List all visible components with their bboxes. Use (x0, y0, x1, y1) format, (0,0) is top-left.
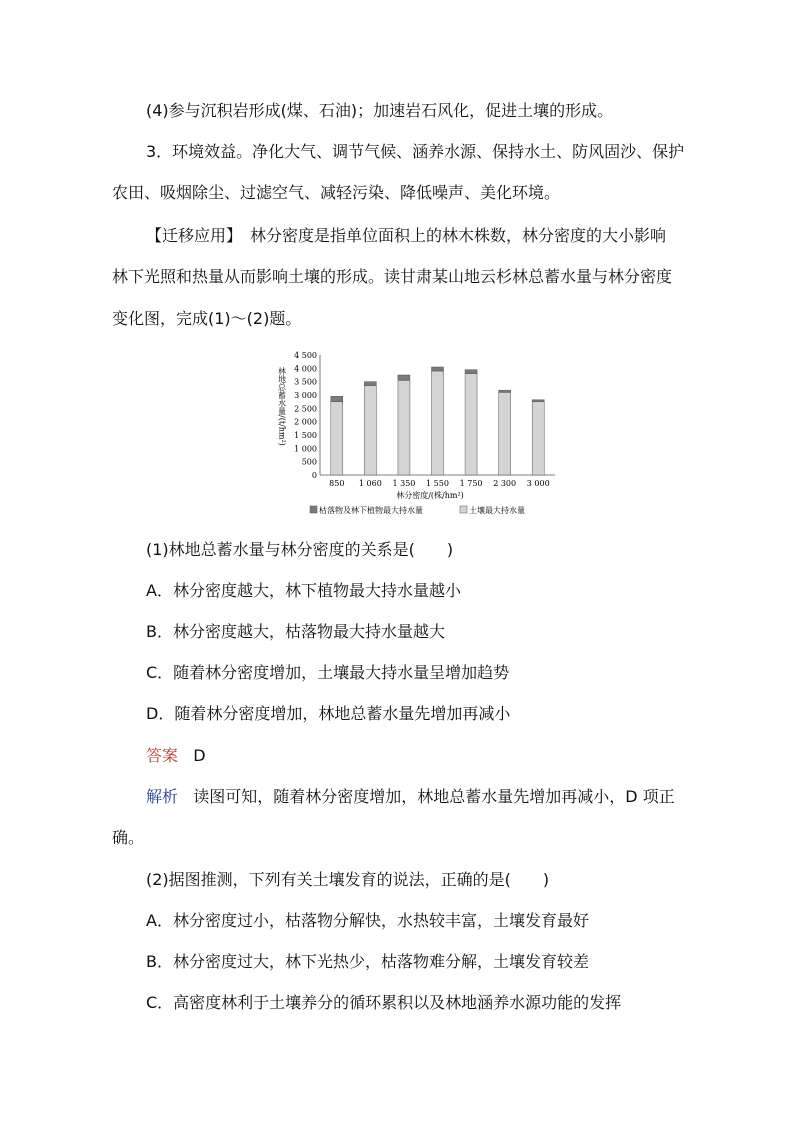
y-tick-label: 1 000 (294, 444, 317, 454)
question-1: (1)林地总蓄水量与林分密度的关系是( ) (146, 540, 454, 559)
question-2: (2)据图推测，下列有关土壤发育的说法，正确的是( ) (146, 870, 550, 889)
option-1d: D．随着林分密度增加，林地总蓄水量先增加再减小 (146, 704, 511, 723)
y-tick-label: 0 (311, 471, 317, 480)
answer-line (146, 745, 206, 767)
y-tick-label: 4 500 (294, 351, 317, 360)
x-tick-label: 1 550 (426, 479, 449, 488)
legend-swatch-litter (310, 506, 317, 513)
x-tick-label: 2 300 (493, 479, 517, 488)
bar-soil-segment (432, 371, 444, 475)
bar-litter-segment (364, 382, 376, 386)
legend-swatch-soil (460, 506, 467, 513)
y-tick-label: 2 500 (294, 404, 317, 414)
paragraph-line: 农田、吸烟除尘、过滤空气、减轻污染、降低噪声、美化环境。 (112, 183, 561, 202)
y-tick-label: 2 000 (294, 417, 317, 427)
paragraph-line: 【迁移应用】 林分密度是指单位面积上的林木株数，林分密度的大小影响 (146, 226, 667, 245)
option-1c: C．随着林分密度增加，土壤最大持水量呈增加趋势 (146, 663, 510, 682)
y-axis-label: 林地总蓄水量/(t/hm²) (277, 367, 287, 446)
bar-soil-segment (398, 380, 410, 475)
legend-label-litter: 枯落物及林下植物最大持水量 (319, 506, 423, 515)
paragraph-line: (4)参与沉积岩形成(煤、石油)；加速岩石风化，促进土壤的形成。 (146, 101, 614, 120)
bar-litter-segment (432, 367, 444, 371)
answer-label: 答案 (146, 746, 179, 765)
option-2b: B．林分密度过大，林下光热少，枯落物难分解，土壤发育较差 (146, 952, 589, 971)
y-tick-label: 1 500 (294, 431, 317, 440)
option-1b: B．林分密度越大，枯落物最大持水量越大 (146, 622, 445, 641)
bar-soil-segment (465, 374, 477, 475)
option-2c: C．高密度林利于土壤养分的循环累积以及林地涵养水源功能的发挥 (146, 993, 622, 1012)
answer-value: D (193, 746, 206, 765)
bar-soil-segment (331, 402, 343, 475)
y-tick-label: 500 (301, 457, 317, 467)
option-1a: A．林分密度越大，林下植物最大持水量越小 (146, 581, 461, 600)
y-tick-label: 4 000 (294, 364, 317, 374)
bar-soil-segment (499, 392, 511, 475)
bar-litter-segment (465, 370, 477, 374)
x-tick-label: 3 000 (526, 479, 550, 488)
legend-label-soil: 土壤最大持水量 (469, 506, 525, 515)
bar-litter-segment (532, 400, 544, 402)
x-tick-label: 850 (329, 479, 345, 488)
bar-litter-segment (499, 390, 511, 392)
option-2a: A．林分密度过小，枯落物分解快，水热较丰富，土壤发育最好 (146, 911, 589, 930)
explanation-text: 读图可知，随着林分密度增加，林地总蓄水量先增加再减小，D 项正 (193, 787, 675, 806)
paragraph-line: 林下光照和热量从而影响土壤的形成。读甘肃某山地云杉林总蓄水量与林分密度 (112, 267, 673, 286)
explanation-continuation: 确。 (112, 828, 145, 847)
water-storage-bar-chart (270, 345, 560, 520)
x-tick-label: 1 750 (459, 479, 483, 488)
paragraph-line: 3．环境效益。净化大气、调节气候、涵养水源、保持水土、防风固沙、保护 (146, 142, 685, 161)
bar-litter-segment (331, 396, 343, 401)
x-tick-label: 1 350 (392, 479, 416, 488)
paragraph-line: 变化图，完成(1)～(2)题。 (112, 309, 302, 328)
x-axis-label: 林分密度/(株/hm²) (396, 491, 464, 500)
explanation-line (146, 786, 675, 808)
bar-litter-segment (398, 375, 410, 380)
y-tick-label: 3 500 (294, 377, 317, 387)
bar-soil-segment (532, 402, 544, 475)
y-tick-label: 3 000 (294, 391, 317, 400)
bar-soil-segment (364, 386, 376, 475)
x-tick-label: 1 060 (358, 479, 382, 488)
explanation-label: 解析 (146, 787, 179, 806)
